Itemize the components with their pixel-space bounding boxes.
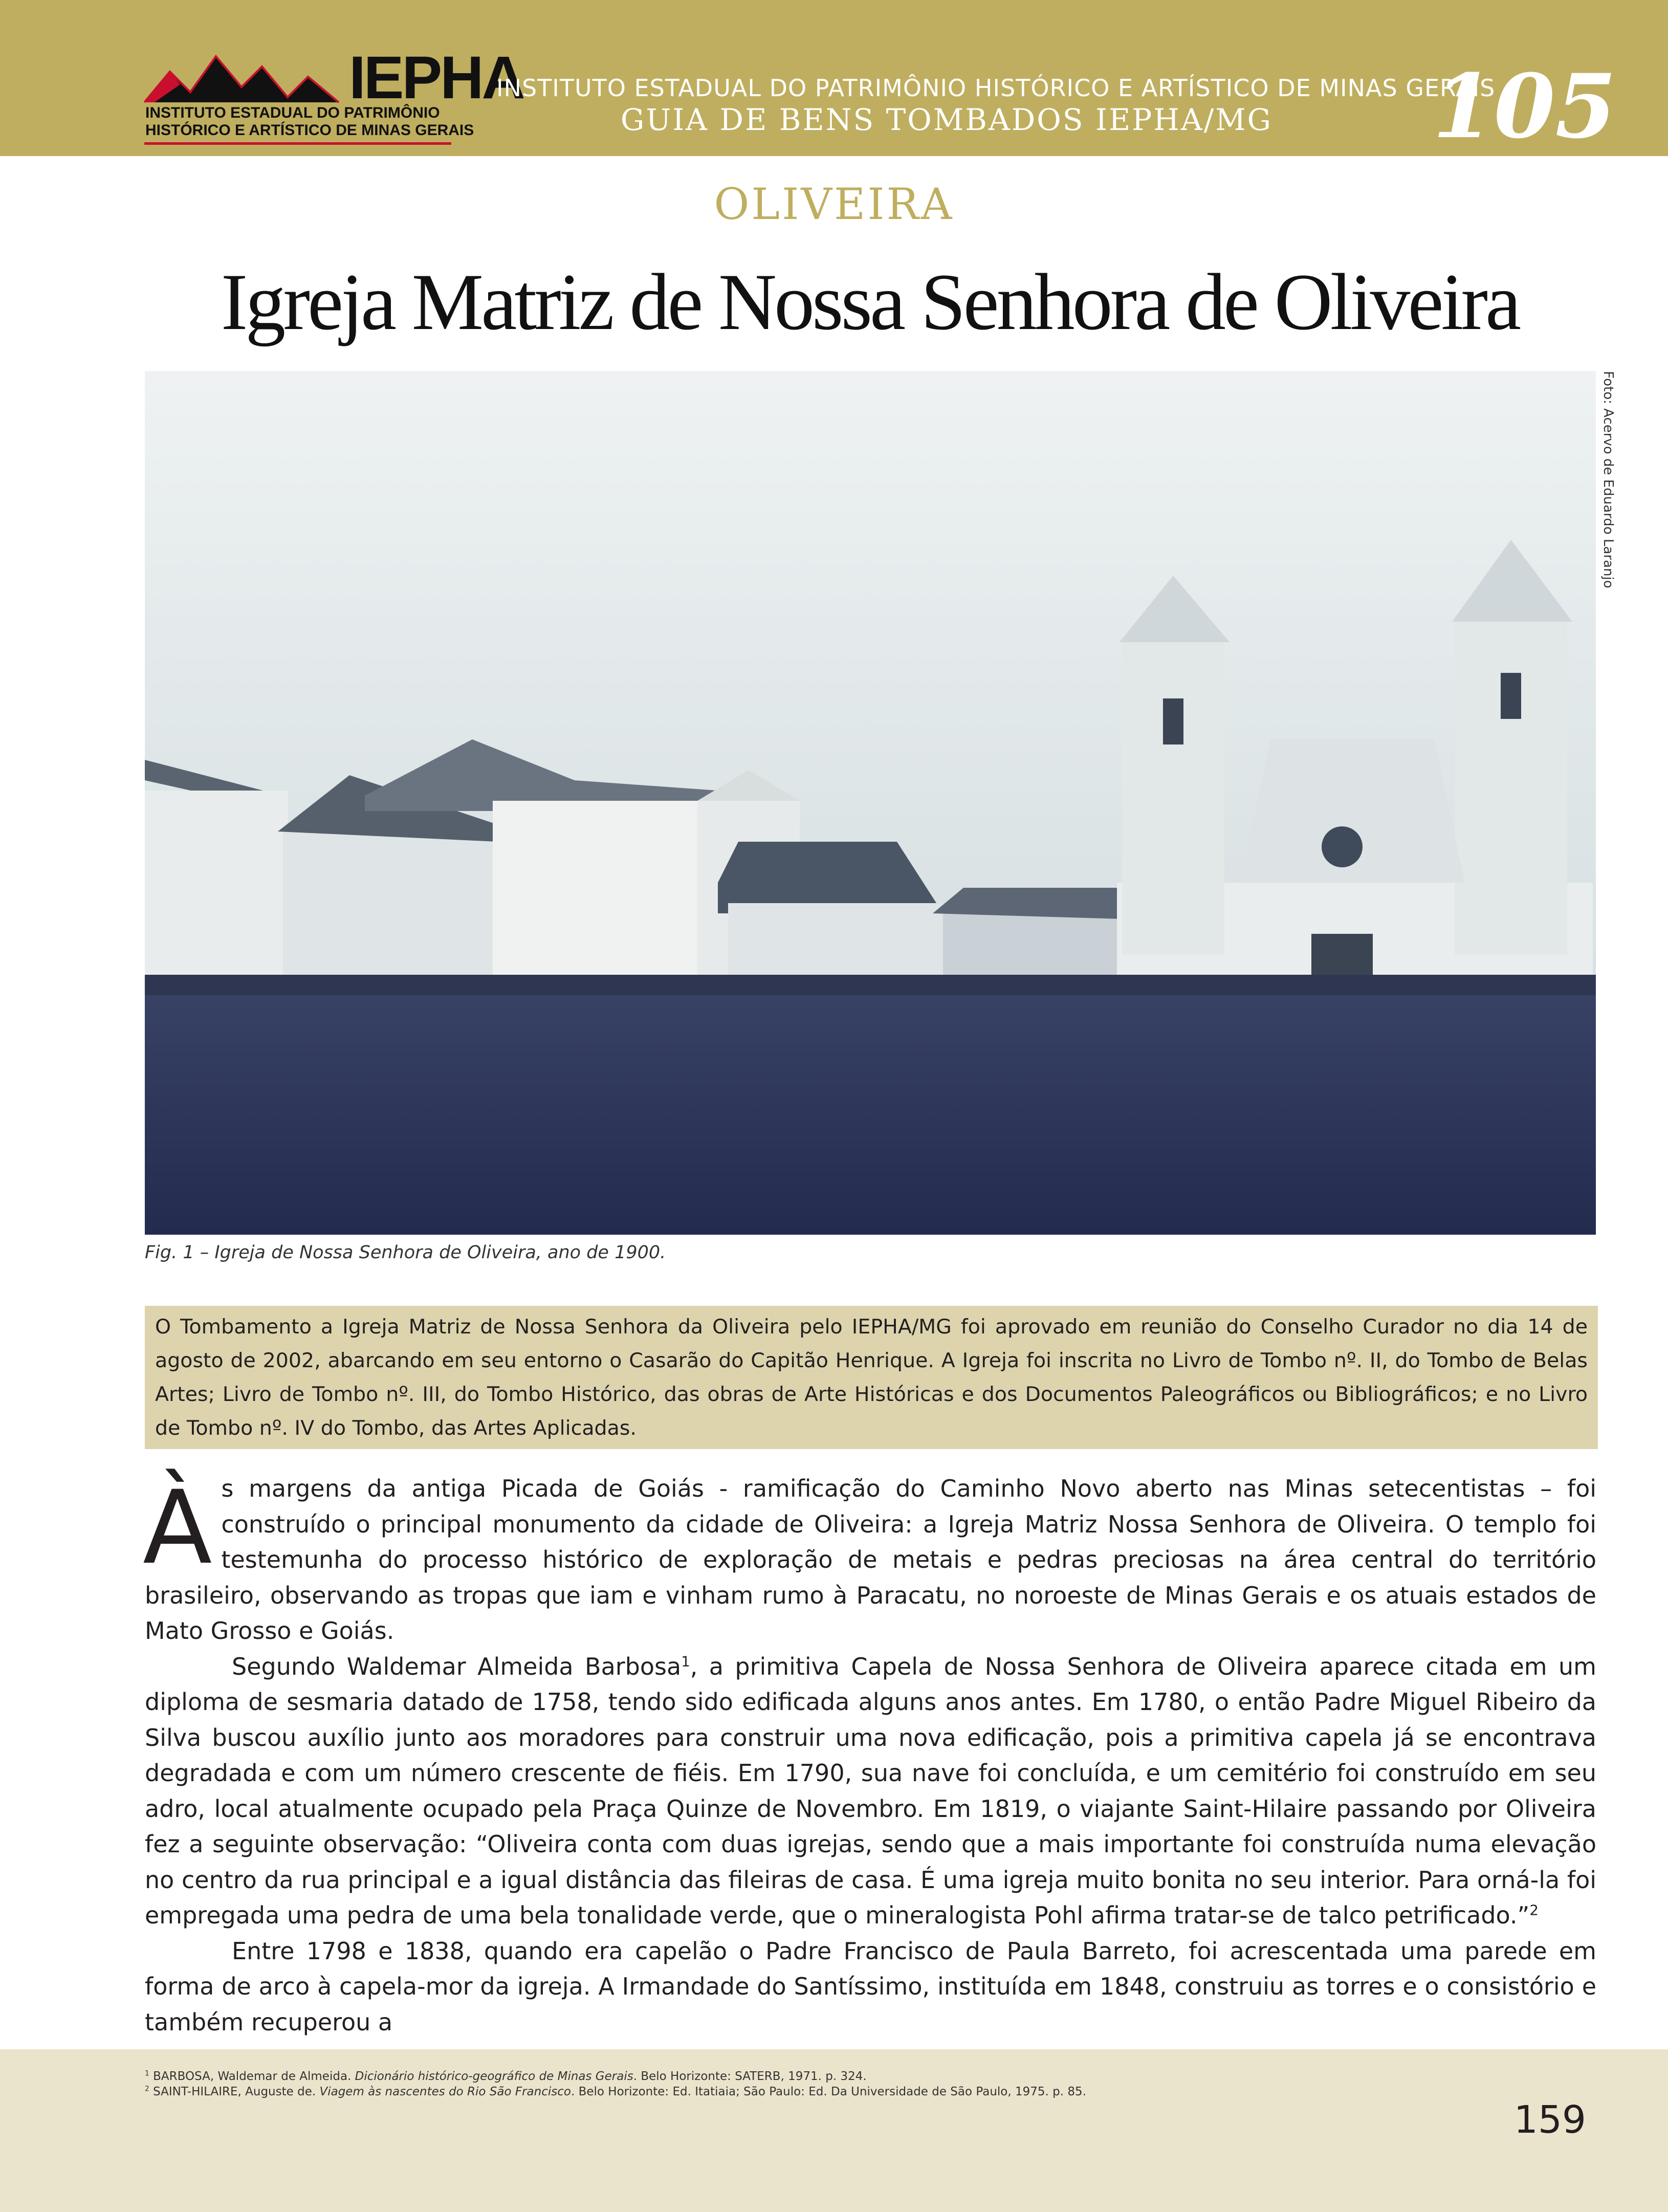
historic-church-photo [145, 371, 1596, 1235]
page-header [0, 0, 1668, 156]
logo-wordmark: IEPHA [349, 44, 523, 112]
listing-summary-box [145, 1306, 1598, 1449]
footnote-2-mark: 2 [145, 2085, 149, 2093]
entry-number: 105 [1433, 54, 1617, 158]
footnote-2-text-b: . Belo Horizonte: Ed. Itatiaia; São Paulo: Ed. Da Universidade de São Paulo, 1975. p. 85. [570, 2085, 1086, 2098]
paragraph-2-text-b: , a primitiva Capela de Nossa Senhora de Oliveira aparece citada em um diploma de sesmaria datado de 1758, tendo sido edificada alguns anos antes. Em 1780, o então Padre Miguel Ribeiro da Silva buscou auxílio junto aos moradores para construir uma nova edificação, pois a primitiva capela já se encontrava degradada e com um número crescente de fiéis. Em 1790, sua nave foi concluída, e um cemitério foi construído em seu adro, local atualmente ocupado pela Praça Quinze de Novembro. Em 1819, o viajante Saint-Hilaire passando por Oliveira fez a seguinte observação: “Oliveira conta com duas igrejas, sendo que a mais importante foi construída numa elevação no centro da rua principal e a igual distância das fileiras de casa. É uma igreja muito bonita no seu interior. Para orná-la foi empregada uma pedra de uma bela tonalidade verde, que o mineralogista Pohl afirma tratar-se de talco petrificado.” [145, 1652, 1596, 1929]
mountain-logo-icon [144, 51, 349, 107]
institute-name: INSTITUTO ESTADUAL DO PATRIMÔNIO HISTÓRICO E ARTÍSTICO DE MINAS GERAIS [496, 74, 1496, 102]
footnote-ref-2[interactable]: 2 [1529, 1901, 1539, 1919]
paragraph-3: Entre 1798 e 1838, quando era capelão o Padre Francisco de Paula Barreto, foi acrescentada uma parede em forma de arco à capela-mor da igreja. A Irmandade do Santíssimo, instituída em 1848, construiu as torres e o consistório e também recuperou a [145, 1937, 1596, 2036]
figure-caption: Fig. 1 – Igreja de Nossa Senhora de Oliveira, ano de 1900. [145, 1242, 666, 1263]
iepha-logo [144, 44, 523, 149]
paragraph-1 [145, 1471, 1596, 1649]
logo-subtitle-line1: INSTITUTO ESTADUAL DO PATRIMÔNIO [145, 104, 440, 121]
paragraph-2 [145, 1649, 1596, 1934]
drop-cap: À [143, 1469, 212, 1587]
footnote-1 [145, 2070, 867, 2083]
footnote-2-work-title: Viagem às nascentes do Rio São Francisco [319, 2085, 571, 2098]
footnote-2-text-a: SAINT-HILAIRE, Auguste de. [149, 2085, 320, 2098]
photo-credit-text: Foto: Acervo de Eduardo Laranjo [1600, 371, 1616, 588]
logo-underline [144, 142, 451, 145]
footnote-ref-1[interactable]: 1 [681, 1653, 690, 1670]
photo-credit [1595, 371, 1618, 586]
footnote-1-mark: 1 [145, 2069, 149, 2078]
guide-title: GUIA DE BENS TOMBADOS IEPHA/MG [621, 102, 1272, 137]
listing-summary-text: O Tombamento a Igreja Matriz de Nossa Senhora da Oliveira pelo IEPHA/MG foi aprovado em reunião do Conselho Curador no dia 14 de agosto de 2002, abarcando em seu entorno o Casarão do Capitão Henrique. A Igreja foi inscrita no Livro de Tombo nº. II, do Tombo de Belas Artes; Livro de Tombo nº. III, do Tombo Histórico, das obras de Arte Históricas e dos Documentos Paleográficos ou Bibliográficos; e no Livro de Tombo nº. IV do Tombo, das Artes Aplicadas. [155, 1315, 1588, 1440]
page-title: Igreja Matriz de Nossa Senhora de Oliveira [221, 257, 1519, 347]
footnote-1-work-title: Dicionário histórico-geográfico de Minas Gerais [355, 2070, 633, 2083]
footnote-2 [145, 2085, 1086, 2098]
footnote-1-text-a: BARBOSA, Waldemar de Almeida. [149, 2070, 355, 2083]
article-body [145, 1471, 1596, 2040]
paragraph-2-text-a: Segundo Waldemar Almeida Barbosa [232, 1652, 682, 1680]
logo-subtitle-line2: HISTÓRICO E ARTÍSTICO DE MINAS GERAIS [145, 122, 474, 139]
city-name: OLIVEIRA [714, 179, 954, 229]
paragraph-1-text: s margens da antiga Picada de Goiás - ramificação do Caminho Novo aberto nas Minas setecentistas – foi construído o principal monumento da cidade de Oliveira: a Igreja Matriz Nossa Senhora de Oliveira. O templo foi testemunha do processo histórico de exploração de metais e pedras preciosas na área central do território brasileiro, observando as tropas que iam e vinham rumo à Paracatu, no noroeste de Minas Gerais e os atuais estados de Mato Grosso e Goiás. [145, 1475, 1596, 1645]
footnote-1-text-b: . Belo Horizonte: SATERB, 1971. p. 324. [633, 2070, 867, 2083]
page-number: 159 [1513, 2098, 1586, 2142]
